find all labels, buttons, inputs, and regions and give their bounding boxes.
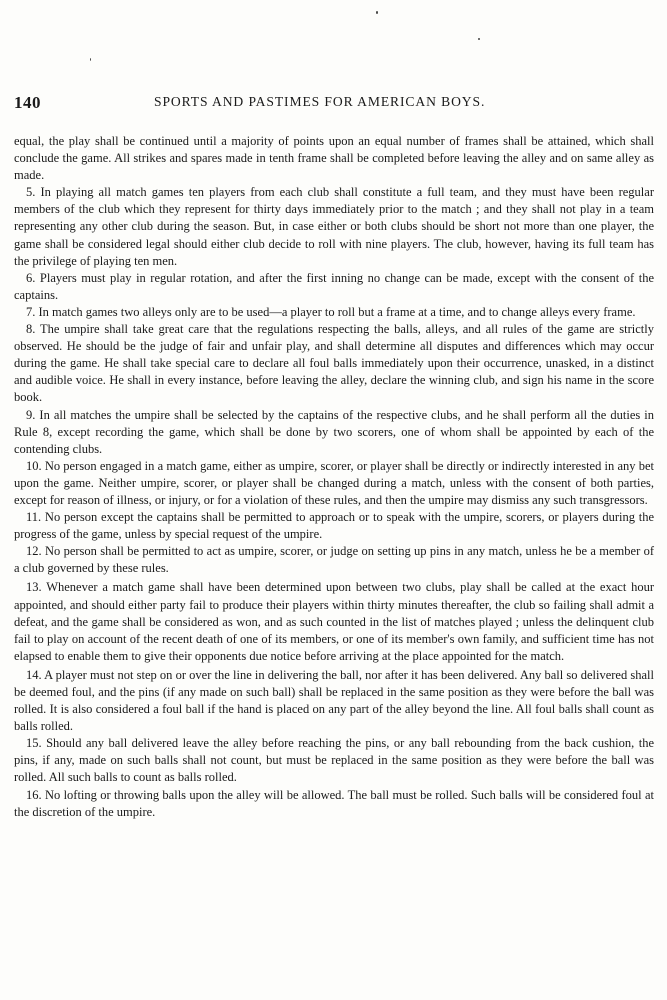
paragraph-continued: equal, the play shall be continued until a majority of points upon an equal number of frames shall be attained, which shall conclude the game. All strikes and spares made in tenth frame shall be completed before leaving the alley and on same alley as made.: [14, 134, 654, 183]
ink-speck: [478, 38, 480, 40]
page-number: 140: [14, 93, 41, 112]
rule-11: 11. No person except the captains shall be permitted to approach or to speak with the umpire, scorers, or players during the progress of the game, unless by special request of the umpire.: [14, 510, 654, 542]
page-header: [14, 93, 654, 115]
rule-5: 5. In playing all match games ten players from each club shall constitute a full team, and they must have been regular members of the club which they represent for thirty days immediately prior to the match ; and they shall not play in a team representing any other club during the season. But, in case either or both clubs should be short not more than one player, the game shall be considered legal should either club decide to roll with nine players. The club, however, having its full team has the privilege of playing ten men.: [14, 185, 654, 268]
rule-13: 13. Whenever a match game shall have been determined upon between two clubs, play shall be called at the exact hour appointed, and should either party fail to produce their players within thirty minutes thereafter, the club so failing shall admit a defeat, and the game shall be considered as won, and as such counted in the list of matches played ; unless the delinquent club fail to play on account of the recent death of one of its members, or one of its member's own family, and sufficient time has not elapsed to enable them to give their opponents due notice before arriving at the place appointed for the match.: [14, 580, 654, 663]
ink-speck: [376, 11, 378, 14]
rule-14: 14. A player must not step on or over the line in delivering the ball, nor after it has been delivered. Any ball so delivered shall be deemed foul, and the pins (if any made on such ball) shall be replaced in the same position as they were before the ball was rolled. It is also considered a foul ball if the hand is placed on any part of the alley beyond the line. All foul balls shall count as balls rolled.: [14, 667, 654, 734]
rule-15: 15. Should any ball delivered leave the alley before reaching the pins, or any ball rebounding from the back cushion, the pins, if any, made on such balls shall not count, but must be replaced in the same position as they were before the ball was rolled. All such balls to count as balls rolled.: [14, 736, 654, 785]
rule-16: 16. No lofting or throwing balls upon the alley will be allowed. The ball must be rolled. Such balls will be considered foul at the discretion of the umpire.: [14, 787, 654, 819]
rule-12: 12. No person shall be permitted to act as umpire, scorer, or judge on setting up pins in any match, unless he be a member of a club governed by these rules.: [14, 544, 654, 576]
running-title: SPORTS AND PASTIMES FOR AMERICAN BOYS.: [154, 94, 486, 109]
rule-9: 9. In all matches the umpire shall be selected by the captains of the respective clubs, and he shall perform all the duties in Rule 8, except recording the game, which shall be done by two scorers, one of whom shall be appointed by each of the contending clubs.: [14, 407, 654, 456]
rule-7: 7. In match games two alleys only are to be used—a player to roll but a frame at a time, and to change alleys every frame.: [26, 304, 636, 319]
ink-speck: [90, 58, 91, 61]
rule-8: 8. The umpire shall take great care that the regulations respecting the balls, alleys, and all rules of the game are strictly observed. He should be the judge of fair and unfair play, and shall determine all disputes and differences which may occur during the game. He shall take special care to declare all foul balls immediately upon their occurrence, unasked, in a distinct and audible voice. He shall in every instance, before leaving the alley, declare the winning club, and sign his name in the score book.: [14, 322, 654, 405]
rule-10: 10. No person engaged in a match game, either as umpire, scorer, or player shall be directly or indirectly interested in any bet upon the game. Neither umpire, scorer, or player shall be changed during a match, unless with the consent of both parties, except for reason of illness, or injury, or for a violation of these rules, and then the umpire may dismiss any such transgressors.: [14, 458, 654, 507]
page-body: [14, 133, 654, 821]
rule-6: 6. Players must play in regular rotation, and after the first inning no change can be made, except with the consent of the captains.: [14, 270, 654, 302]
